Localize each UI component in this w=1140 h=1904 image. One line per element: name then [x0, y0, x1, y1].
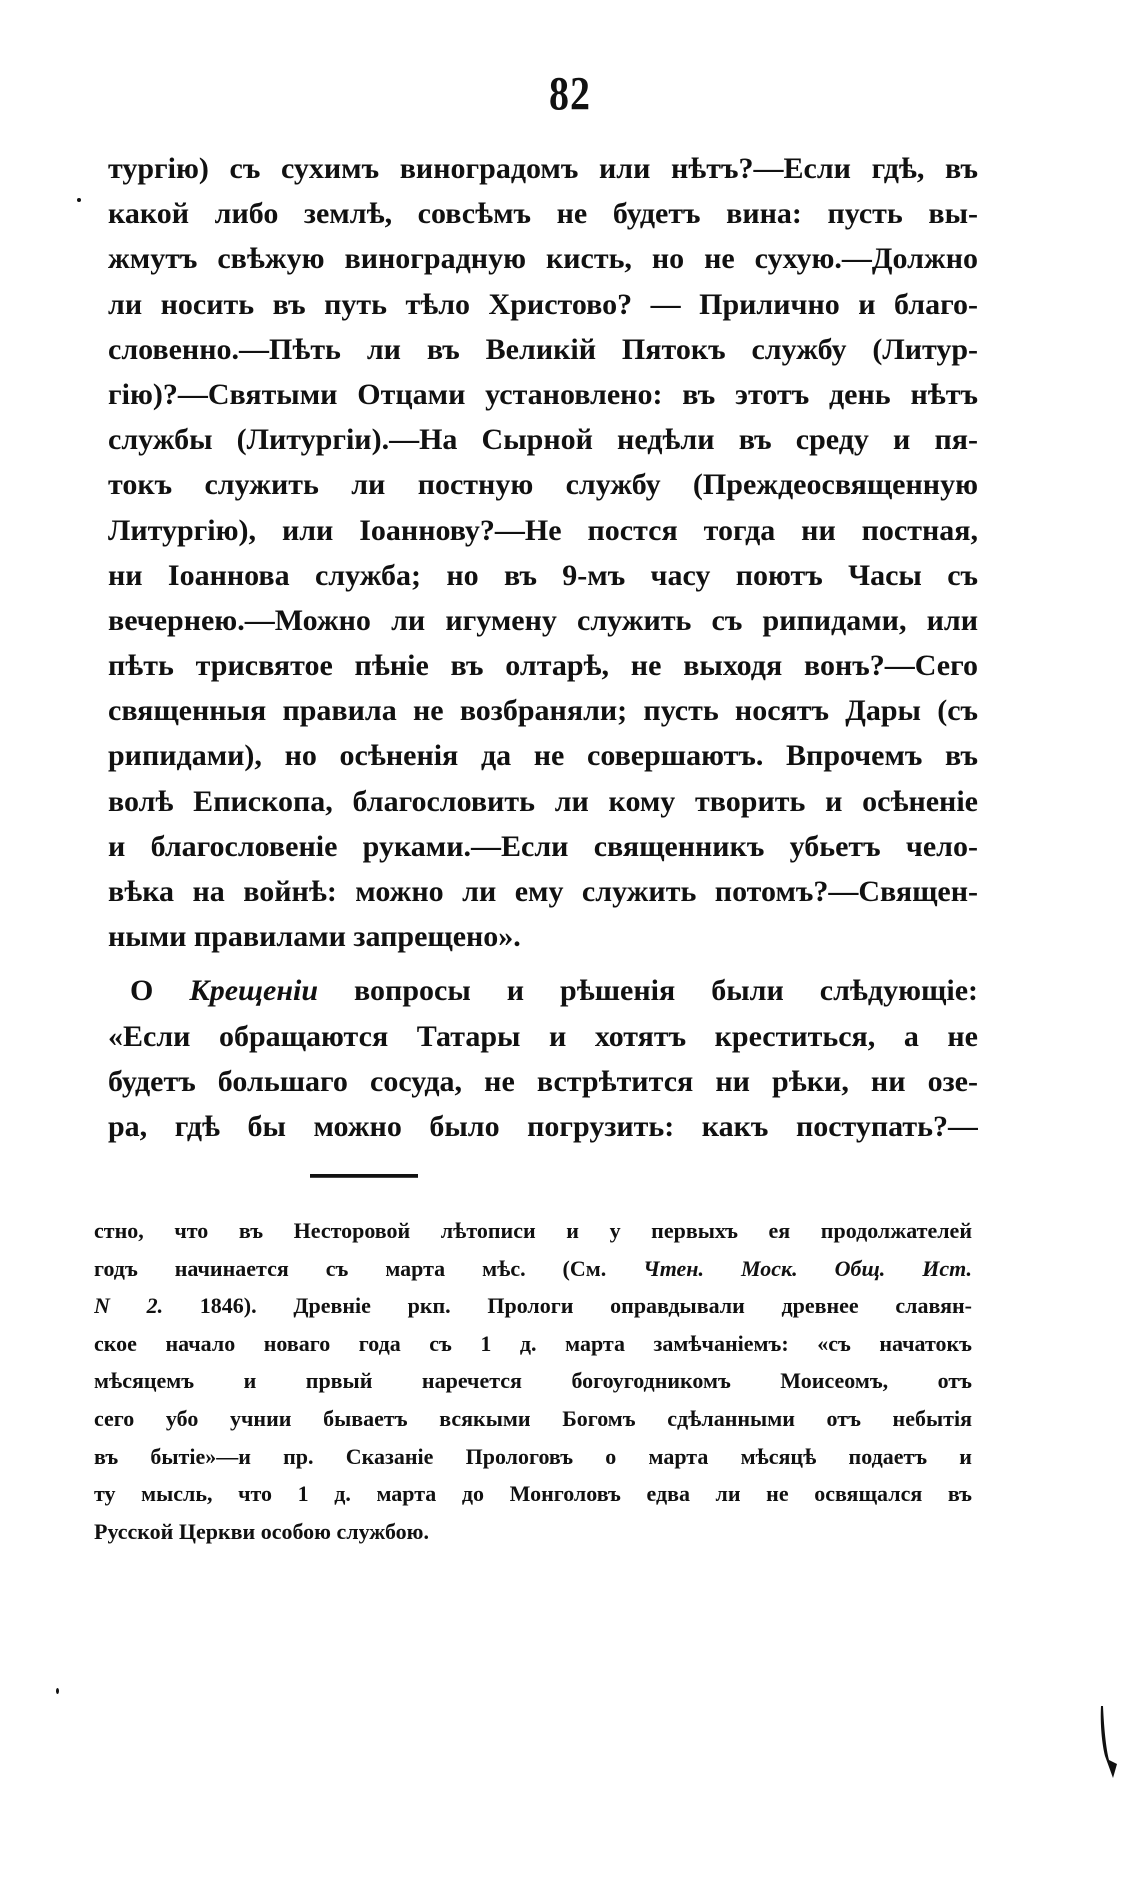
text-line: ли носить въ путь тѣло Христово? — Прилично и благо-	[108, 287, 978, 321]
footnote-line-rest: 1846). Древніе ркп. Прологи оправдывали древнее славян-	[199, 1293, 972, 1319]
ink-speck	[77, 198, 81, 202]
footnote-line: стно, что въ Несторовой лѣтописи и у первыхъ ея продолжателей	[94, 1218, 972, 1243]
text-line: волѣ Епископа, благословить ли кому творить и осѣненіе	[108, 784, 978, 818]
footnote-line: ское начало новаго года съ 1 д. марта замѣчаніемъ: «съ начатокъ	[94, 1330, 972, 1356]
text-line: тургію) съ сухимъ виноградомъ или нѣтъ?—Если гдѣ, въ	[108, 152, 978, 185]
text-line: вѣка на войнѣ: можно ли ему служить потомъ?—Священ-	[108, 875, 978, 908]
paragraph-first-line	[108, 968, 978, 1013]
footnote-line	[94, 1287, 972, 1325]
text-line: ными правилами запрещено».	[108, 920, 521, 954]
text-line: какой либо землѣ, совсѣмъ не будетъ вина: пусть вы-	[108, 197, 978, 231]
footnote-line: въ бытіе»—и пр. Сказаніе Прологовъ о марта мѣсяцѣ подаетъ и	[94, 1443, 972, 1469]
text-line: токъ служить ли постную службу (Преждеосвященную	[108, 468, 978, 502]
text-line: гію)?—Святыми Отцами установлено: въ этотъ день нѣтъ	[108, 377, 978, 411]
text-line: Литургію), или Іоаннову?—Не постся тогда ни постная,	[108, 513, 978, 547]
footnote-citation-source: Чтен. Моск. Общ. Ист.	[643, 1255, 972, 1281]
footnote-block	[94, 1212, 972, 1550]
italic-term: Крещеніи	[189, 974, 319, 1008]
footnote-line: ту мысль, что 1 д. марта до Монголовъ едва ли не освящался въ	[94, 1481, 972, 1507]
footnote-citation-start: годъ начинается съ марта мѣс. (См.	[94, 1255, 607, 1281]
text-line: службы (Литургіи).—На Сырной недѣли въ среду и пя-	[108, 423, 978, 457]
main-text-block	[108, 146, 978, 1149]
text-line: словенно.—Пѣть ли въ Великій Пятокъ службу (Литур-	[108, 332, 978, 366]
text-line: священныя правила не возбраняли; пусть носятъ Дары (съ	[108, 694, 978, 728]
text-line: вечернею.—Можно ли игумену служить съ рипидами, или	[108, 603, 978, 637]
text-line: пѣть трисвятое пѣніе въ олтарѣ, не выходя вонъ?—Сего	[108, 649, 978, 683]
text-line: будетъ большаго сосуда, не встрѣтится ни рѣки, ни озе-	[108, 1064, 978, 1098]
footnote-separator	[310, 1174, 418, 1177]
ink-speck	[56, 1688, 59, 1694]
paragraph-first-line-rest: вопросы и рѣшенія были слѣдующіе:	[354, 974, 978, 1008]
text-line: и благословеніе руками.—Если священникъ убьетъ чело-	[108, 829, 978, 863]
text-line: ни Іоаннова служба; но въ 9-мъ часу поютъ Часы съ	[108, 558, 978, 592]
text-line: ра, гдѣ бы можно было погрузить: какъ поступать?—	[108, 1109, 978, 1143]
footnote-line	[94, 1250, 972, 1288]
footnote-line: мѣсяцемъ и првый наречется богоугодникомъ Моисеомъ, отъ	[94, 1368, 972, 1394]
text-line: рипидами), но осѣненія да не совершаютъ. Впрочемъ въ	[108, 739, 978, 773]
text-line: жмутъ свѣжую виноградную кисть, но не сухую.—Должно	[108, 242, 978, 276]
footnote-citation-number: N 2.	[94, 1293, 164, 1319]
text-line: «Если обращаются Татары и хотятъ креститься, а не	[108, 1019, 978, 1053]
paragraph-lead-word: О	[130, 974, 154, 1008]
footnote-line: Русской Церкви особою службою.	[94, 1518, 429, 1544]
margin-pencil-mark	[1097, 1704, 1121, 1780]
page-number: 82	[549, 66, 591, 121]
footnote-line: сего убо учнии бываетъ всякыми Богомъ сдѣланными отъ небытія	[94, 1405, 972, 1431]
paragraph-gap	[108, 959, 978, 968]
